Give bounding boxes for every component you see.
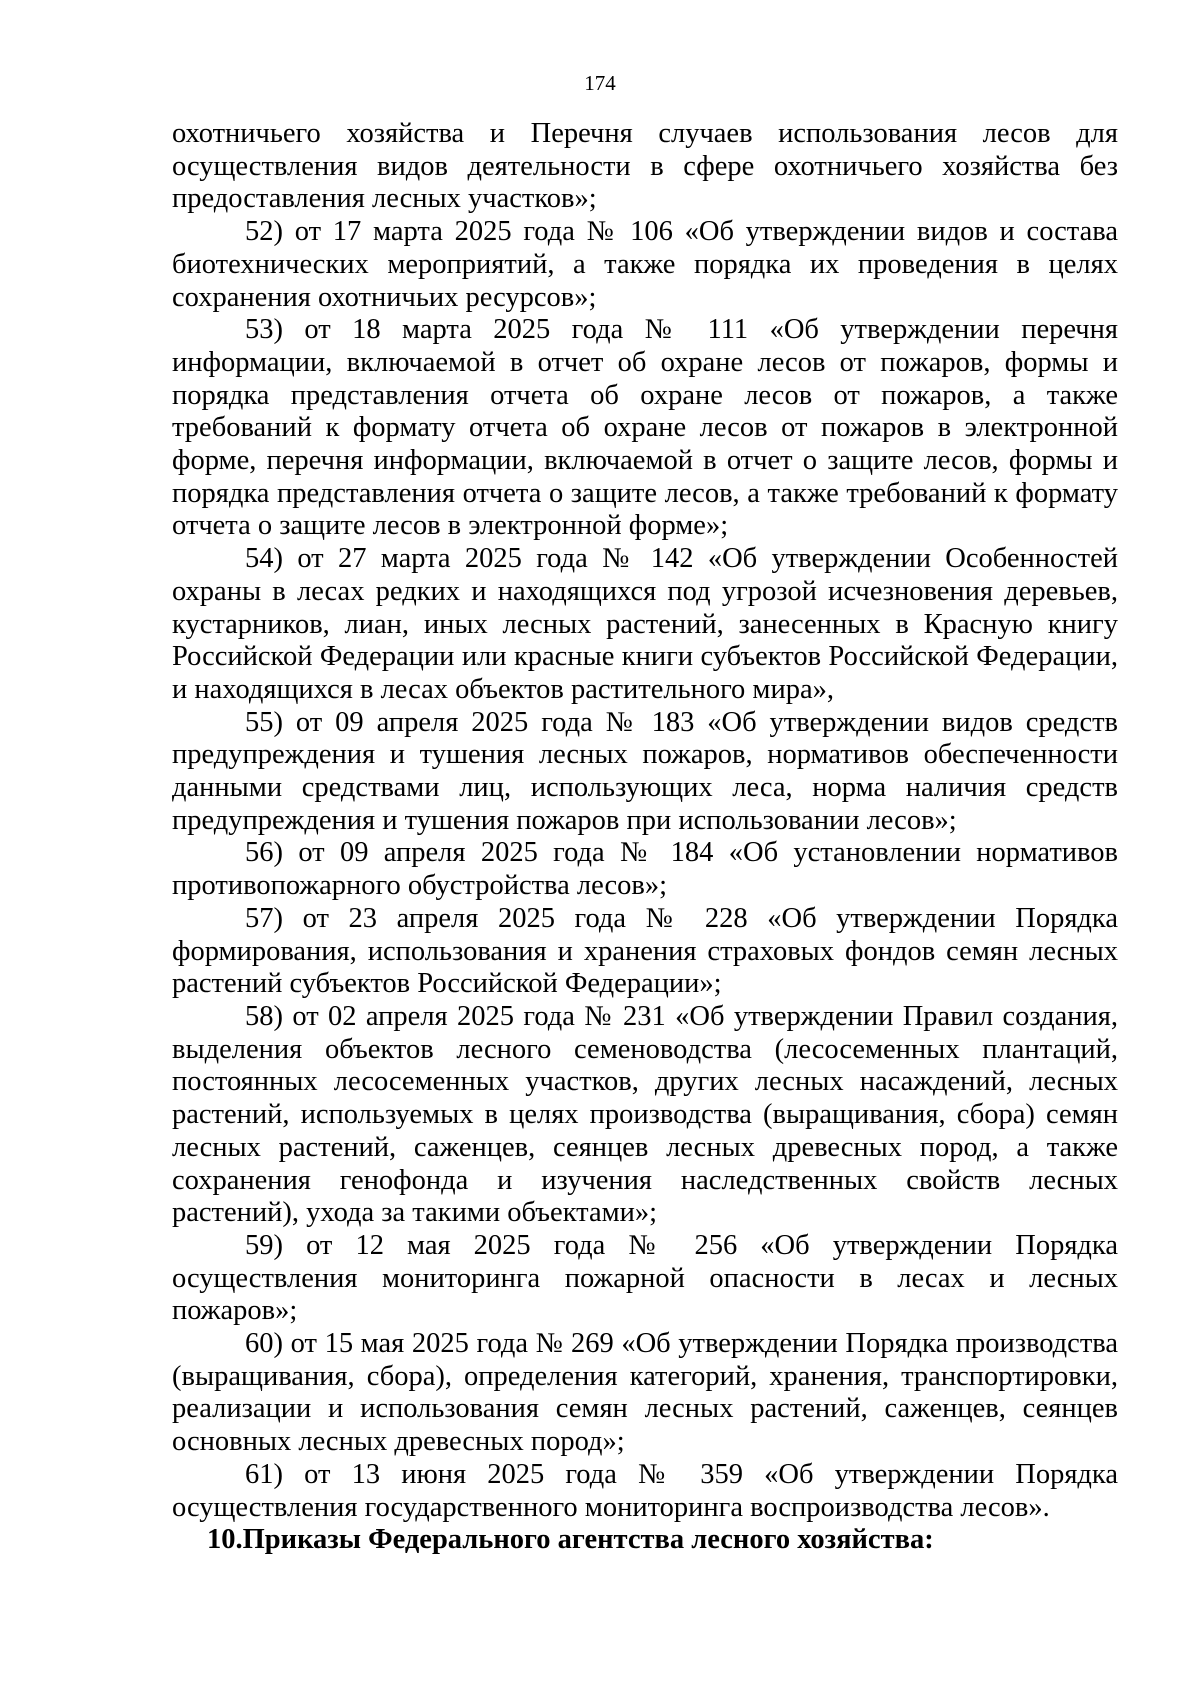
item-text: от 09 апреля 2025 года № 184 «Об установлении нормативов противопожарного обустройства лесов»; [172,837,1118,902]
list-item-53 [172,314,1118,543]
item-number: 56) [245,837,283,869]
list-item-60 [172,1328,1118,1459]
list-item-55 [172,707,1118,838]
item-number: 52) [245,216,283,248]
item-number: 53) [245,314,283,346]
item-number: 55) [245,706,283,738]
list-item-54 [172,543,1118,707]
intro-paragraph: охотничьего хозяйства и Перечня случаев использования лесов для осуществления видов деятельности в сфере охотничьего хозяйства без предоставления лесных участков»; [172,118,1118,215]
list-item-58 [172,1001,1118,1230]
section-heading: 10.Приказы Федерального агентства лесного хозяйства: [207,1524,934,1556]
item-text: от 18 марта 2025 года № 111 «Об утверждении перечня информации, включаемой в отчет об охране лесов от пожаров, формы и порядка представления отчета об охране лесов от пожаров, а также требований к формату отчета об охране лесов от пожаров в электронной форме, перечня информации, включаемой в отчет о защите лесов, формы и порядка представления отчета о защите лесов, а также требований к формату отчета о защите лесов в электронной форме»; [172,314,1118,542]
item-text: от 13 июня 2025 года № 359 «Об утверждении Порядка осуществления государственного мониторинга воспроизводства лесов». [172,1458,1118,1523]
list-item-52 [172,216,1118,314]
list-item-61 [172,1459,1118,1524]
item-text: от 02 апреля 2025 года № 231 «Об утверждении Правил создания, выделения объектов лесного семеноводства (лесосеменных плантаций, постоянных лесосеменных участков, других лесных насаждений, лесных растений, используемых в целях производства (выращивания, сбора) семян лесных растений, саженцев, сеянцев лесных древесных пород, а также сохранения генофонда и изучения наследственных свойств лесных растений), ухода за такими объектами»; [172,1000,1118,1229]
page-number: 174 [584,71,616,95]
list-item-59 [172,1230,1118,1328]
document-body [172,118,1118,1557]
item-number: 57) [245,902,283,934]
item-text: от 27 марта 2025 года № 142 «Об утверждении Особенностей охраны в лесах редких и находящихся под угрозой исчезновения деревьев, кустарников, лиан, иных лесных растений, занесенных в Красную книгу Российской Федерации или красные книги субъектов Российской Федерации, и находящихся в лесах объектов растительного мира», [172,543,1118,705]
item-text: от 23 апреля 2025 года № 228 «Об утверждении Порядка формирования, использования и хранения страховых фондов семян лесных растений субъектов Российской Федерации»; [172,902,1119,1000]
item-text: от 17 марта 2025 года № 106 «Об утверждении видов и состава биотехнических мероприятий, а также порядка их проведения в целях сохранения охотничьих ресурсов»; [172,216,1118,313]
item-number: 58) [245,1000,283,1032]
item-text: от 15 мая 2025 года № 269 «Об утверждении Порядка производства (выращивания, сбора), определения категорий, хранения, транспортировки, реализации и использования семян лесных растений, саженцев, сеянцев основных лесных древесных пород»; [172,1328,1119,1458]
item-text: от 12 мая 2025 года № 256 «Об утверждении Порядка осуществления мониторинга пожарной опасности в лесах и лесных пожаров»; [172,1229,1118,1327]
list-item-56 [172,837,1118,902]
list-item-57 [172,903,1118,1001]
item-number: 61) [245,1458,283,1490]
item-number: 60) [245,1328,283,1360]
item-number: 59) [245,1229,283,1261]
item-number: 54) [245,543,283,575]
item-text: от 09 апреля 2025 года № 183 «Об утверждении видов средств предупреждения и тушения лесных пожаров, нормативов обеспеченности данными средствами лиц, использующих леса, норма наличия средств предупреждения и тушения пожаров при использовании лесов»; [172,706,1118,836]
